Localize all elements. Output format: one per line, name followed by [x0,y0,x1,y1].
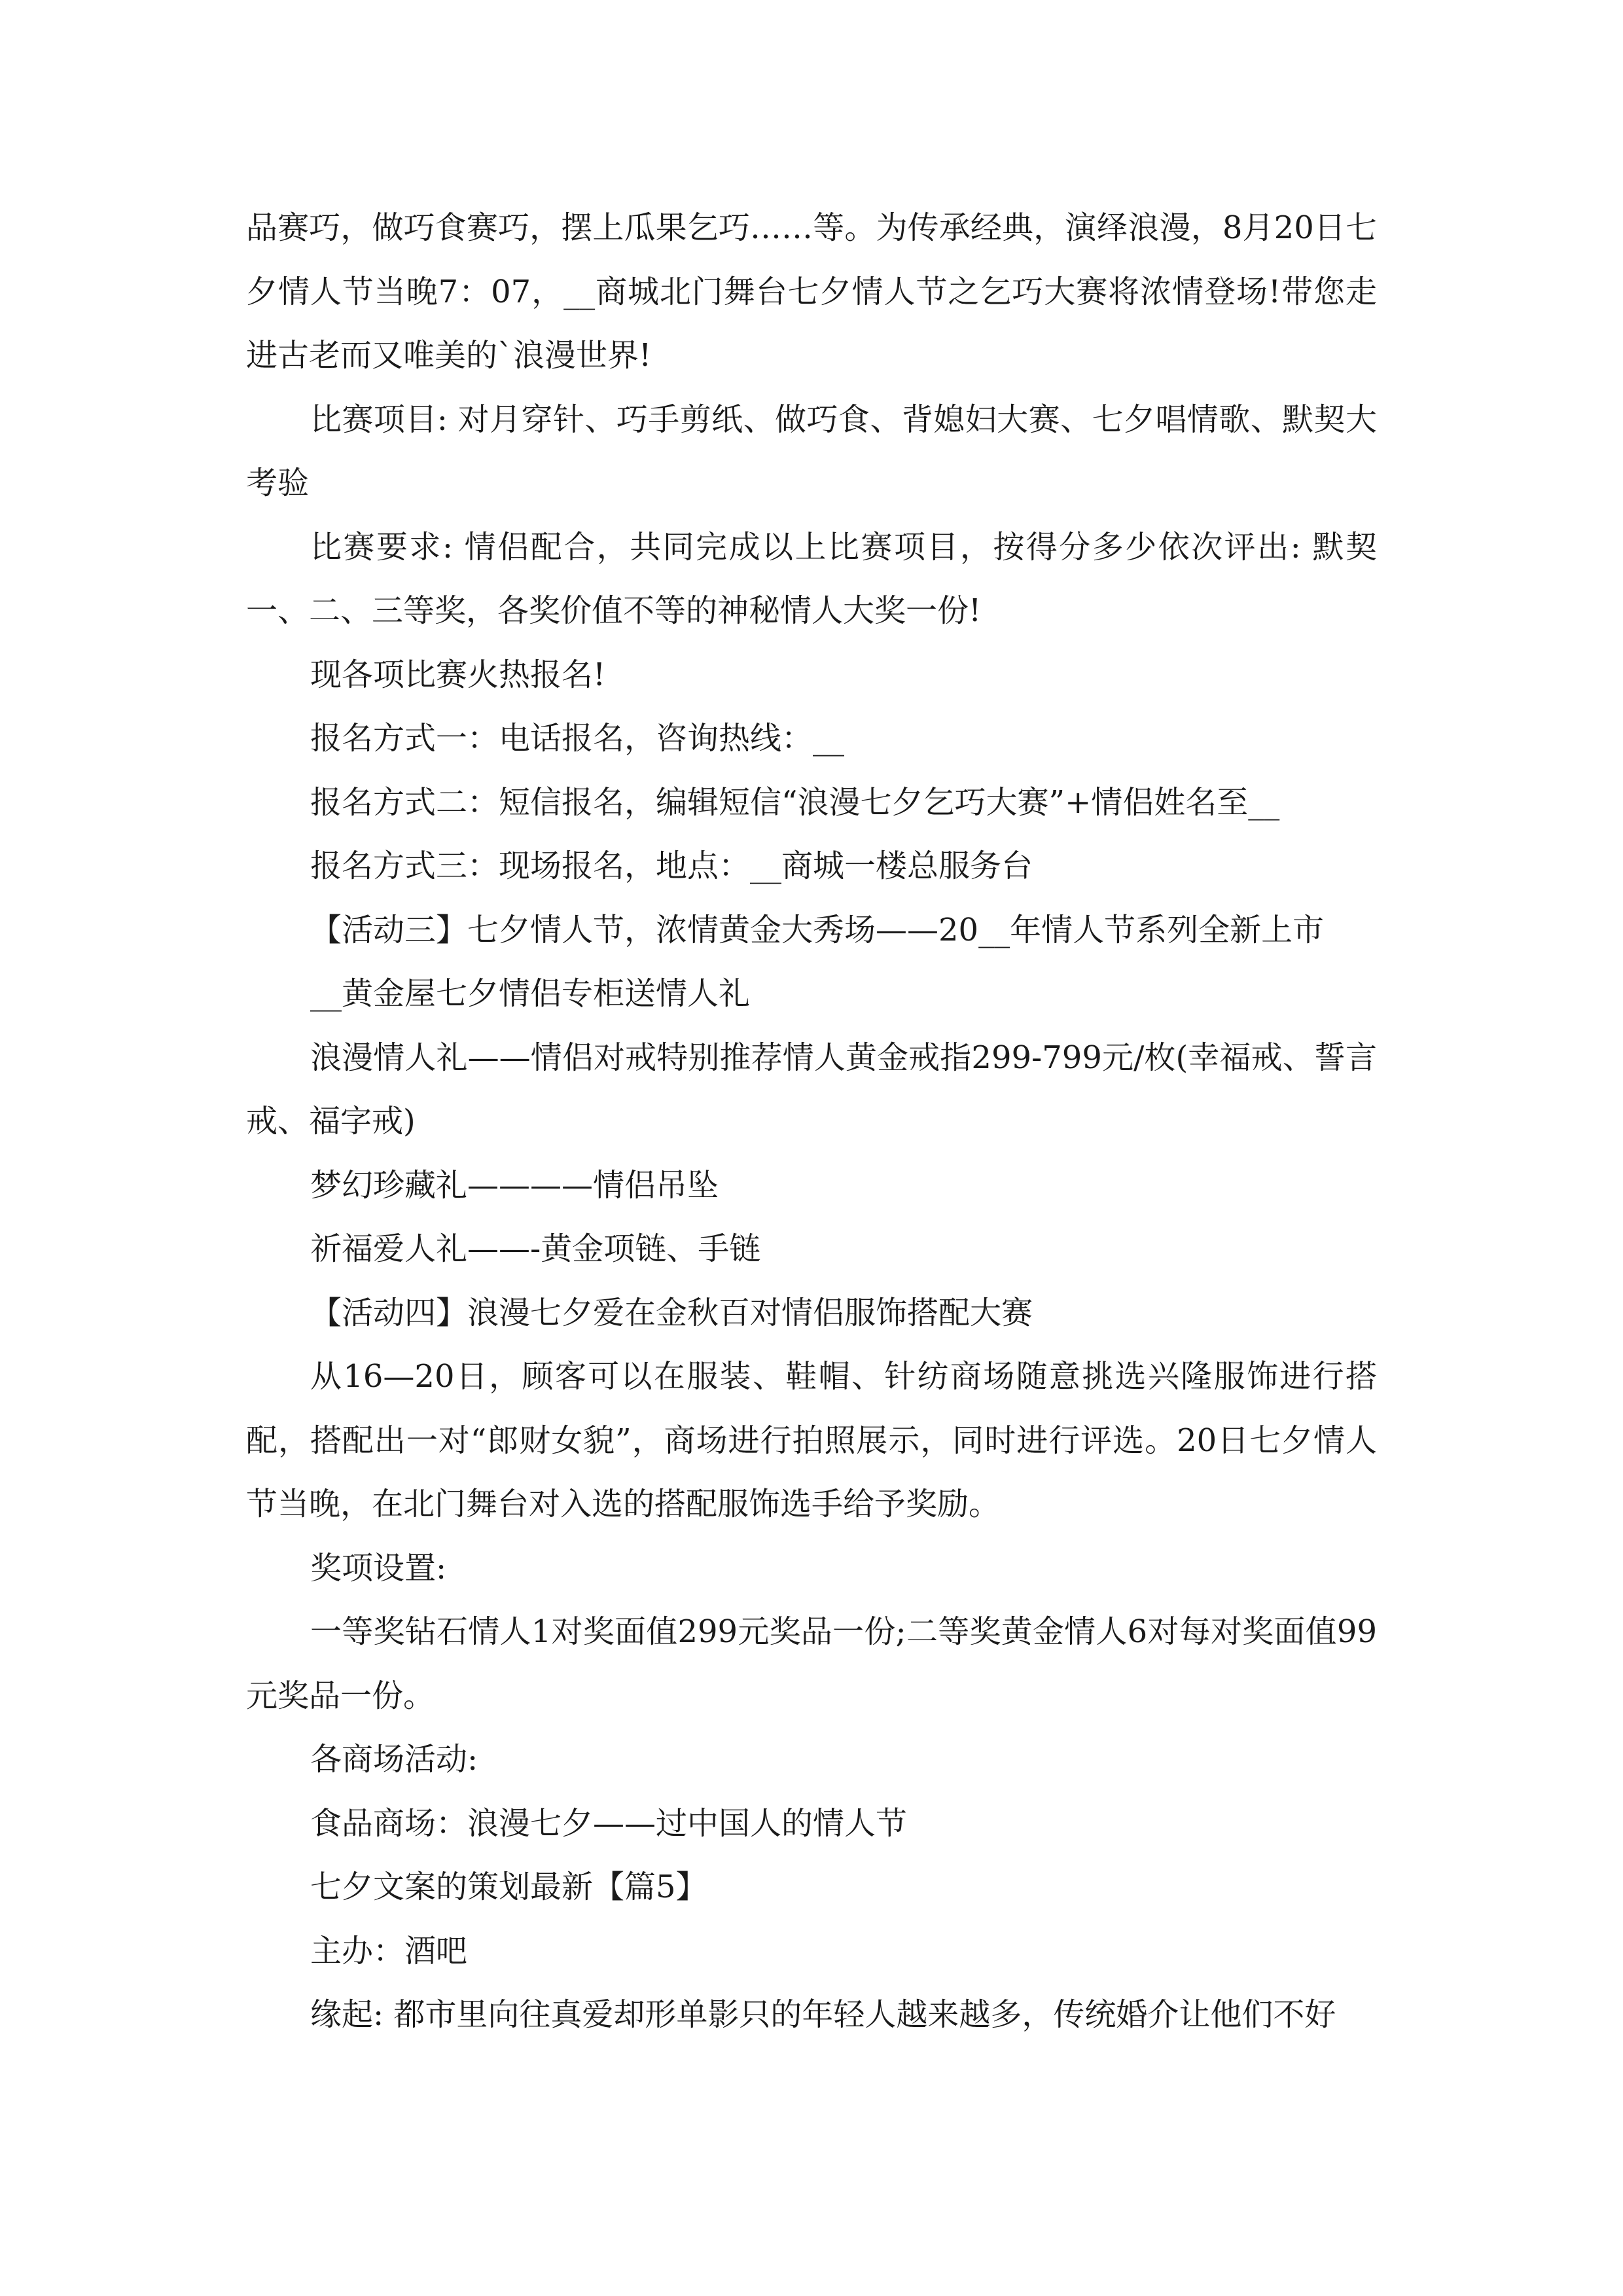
paragraph-registration-method-1: 报名方式一：电话报名，咨询热线：__ [310,720,845,757]
paragraph-registration-open: 现各项比赛火热报名! [310,656,606,693]
paragraph-romantic-gift: 浪漫情人礼——情侣对戒特别推荐情人黄金戒指299-799元/枚(幸福戒、誓言戒、福字戒) [246,1039,1377,1139]
paragraph-food-store: 食品商场：浪漫七夕——过中国人的情人节 [310,1804,908,1842]
paragraph-continuation: 品赛巧，做巧食赛巧，摆上瓜果乞巧……等。为传承经典，演绎浪漫，8月20日七夕情人节当晚7：07，__商城北门舞台七夕情人节之乞巧大赛将浓情登场!带您走进古老而又唯美的`浪漫世界! [246,209,1377,374]
paragraph-gold-counter: __黄金屋七夕情侣专柜送情人礼 [310,975,751,1012]
paragraph-origin: 缘起: 都市里向往真爱却形单影只的年轻人越来越多，传统婚介让他们不好 [310,1996,1336,2033]
paragraph-activity-4-heading: 【活动四】浪漫七夕爱在金秋百对情侣服饰搭配大赛 [310,1294,1033,1331]
paragraph-competition-items: 比赛项目: 对月穿针、巧手剪纸、做巧食、背媳妇大赛、七夕唱情歌、默契大考验 [246,401,1377,501]
paragraph-activity-3-heading: 【活动三】七夕情人节，浓情黄金大秀场——20__年情人节系列全新上市 [310,911,1325,948]
paragraph-activity-4-body: 从16—20日，顾客可以在服装、鞋帽、针纺商场随意挑选兴隆服饰进行搭配，搭配出一对“郎财女貌”，商场进行拍照展示，同时进行评选。20日七夕情人节当晚，在北门舞台对入选的搭配服饰选手给予奖励。 [246,1358,1377,1522]
paragraph-dream-gift: 梦幻珍藏礼————情侣吊坠 [310,1166,719,1204]
paragraph-award-settings-heading: 奖项设置: [310,1549,447,1587]
paragraph-registration-method-2: 报名方式二：短信报名，编辑短信“浪漫七夕乞巧大赛”+情侣姓名至__ [310,783,1280,821]
paragraph-organizer: 主办：酒吧 [310,1932,468,1969]
paragraph-award-settings-body: 一等奖钻石情人1对奖面值299元奖品一份;二等奖黄金情人6对每对奖面值99元奖品一份。 [246,1613,1377,1714]
paragraph-registration-method-3: 报名方式三：现场报名，地点：__商城一楼总服务台 [310,848,1033,884]
paragraph-blessing-gift: 祈福爱人礼——-黄金项链、手链 [310,1230,761,1267]
paragraph-store-activities-heading: 各商场活动: [310,1741,478,1778]
paragraph-section-5-title: 七夕文案的策划最新【篇5】 [310,1869,707,1905]
paragraph-competition-requirements: 比赛要求: 情侣配合，共同完成以上比赛项目，按得分多少依次评出: 默契一、二、三等奖，各奖价值不等的神秘情人大奖一份! [246,528,1377,629]
document-body [246,196,1377,2047]
